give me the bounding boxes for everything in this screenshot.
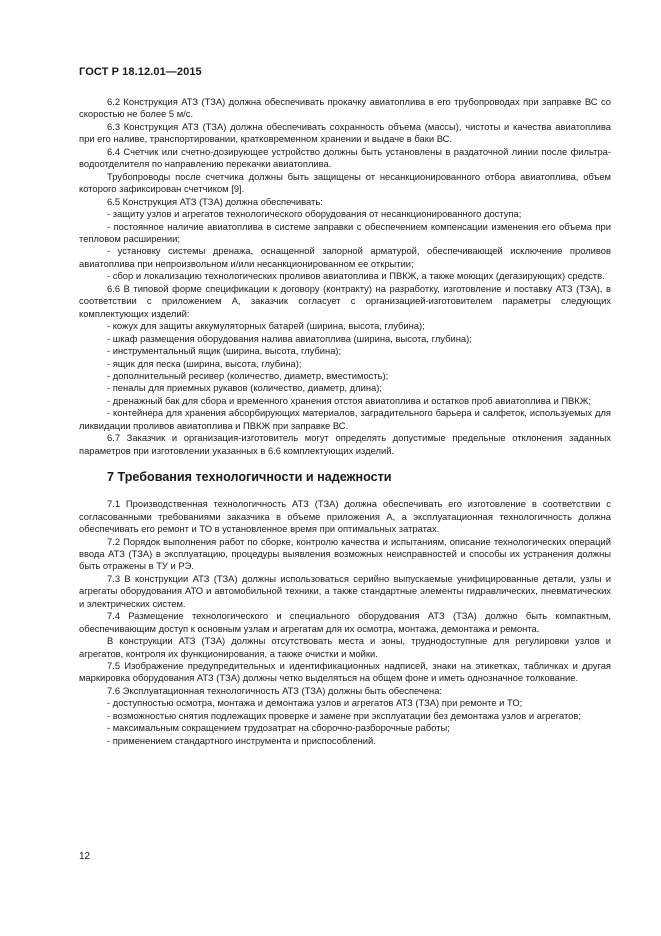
list-item: - пеналы для приемных рукавов (количество, диаметр, длина);	[107, 382, 382, 394]
list-item: - максимальным сокращением трудозатрат на сборочно-разборочные работы;	[107, 722, 450, 734]
paragraph-7-4-cont: В конструкции АТЗ (ТЗА) должны отсутствовать места и зоны, труднодоступные для регулировки узлов и агрегатов, контроля их функционирования, а также очистки и мойки.	[79, 635, 611, 659]
list-item: - шкаф размещения оборудования налива авиатоплива (ширина, высота, глубина);	[107, 332, 472, 344]
list-item: - доступностью осмотра, монтажа и демонтажа узлов и агрегатов АТЗ (ТЗА) при ремонте и ТО;	[107, 697, 523, 709]
page-number: 12	[79, 851, 91, 862]
paragraph-7-4: 7.4 Размещение технологического и специального оборудования АТЗ (ТЗА) должно быть компактным, обеспечивающим доступ к основным узлам и агрегатам для их осмотра, монтажа, демонтажа и ремонта.	[79, 610, 611, 634]
paragraph-6-5: 6.5 Конструкция АТЗ (ТЗА) должна обеспечивать:	[107, 195, 323, 207]
paragraph-6-7: 6.7 Заказчик и организация-изготовитель могут определять допустимые предельные отклонения заданных параметров при изготовлении указанных в 6.6 комплектующих изделий.	[79, 432, 611, 456]
list-item: - инструментальный ящик (ширина, высота, глубина);	[107, 345, 342, 357]
list-item: - установку системы дренажа, оснащенной запорной арматурой, обеспечивающей исключение проливов авиатоплива при непроизвольном и/или несанкционированном ее открытии;	[79, 245, 611, 269]
page-header: ГОСТ Р 18.12.01—2015	[79, 66, 202, 78]
list-item: - постоянное наличие авиатоплива в системе заправки с обеспечением компенсации изменения его объема при тепловом расширении;	[79, 220, 611, 244]
paragraph-6-4: 6.4 Счетчик или счетно-дозирующее устройство должны быть установлены в раздаточной линии после фильтра-водоотделителя по направлению перекачки авиатоплива.	[79, 145, 611, 170]
list-item: - ящик для песка (ширина, высота, глубина);	[107, 357, 302, 369]
page-body	[79, 96, 611, 747]
paragraph-6-2: 6.2 Конструкция АТЗ (ТЗА) должна обеспечивать прокачку авиатоплива в его трубопроводах при заправке ВС со скоростью не более 5 м/с.	[79, 96, 611, 120]
list-item: - защиту узлов и агрегатов технологического оборудования от несанкционированного доступа;	[107, 208, 522, 220]
paragraph-7-2: 7.2 Порядок выполнения работ по сборке, контролю качества и испытаниям, описание технологических операций ввода АТЗ (ТЗА) в эксплуатацию, процедуры выявления возможных неисправностей и способы их устранения должны быть отражены в ТУ и РЭ.	[79, 535, 611, 572]
list-item: - применением стандартного инструмента и приспособлений.	[107, 734, 376, 746]
list-item: - возможностью снятия подлежащих проверке и замене при эксплуатации без демонтажа узлов и агрегатов;	[107, 709, 581, 721]
paragraph-7-6: 7.6 Эксплуатационная технологичность АТЗ (ТЗА) должны быть обеспечена:	[107, 684, 443, 696]
list-item: - дополнительный ресивер (количество, диаметр, вместимость);	[107, 369, 389, 381]
list-item: - контейнера для хранения абсорбирующих материалов, заградительного барьера и салфеток, используемых для ликвидации проливов авиатоплива и ПВКЖ при заправке ВС.	[79, 407, 611, 431]
paragraph-7-5: 7.5 Изображение предупредительных и идентификационных надписей, знаки на этикетках, табличках и другая маркировка оборудования АТЗ (ТЗА) должны четко выделяться на общем фоне и иметь однозначное толкование.	[79, 660, 611, 684]
paragraph-pipelines: Трубопроводы после счетчика должны быть защищены от несанкционированного отбора авиатоплива, объем которого зафиксирован счетчиком [9].	[79, 170, 611, 195]
paragraph-7-3: 7.3 В конструкции АТЗ (ТЗА) должны использоваться серийно выпускаемые унифицированные детали, узлы и агрегаты оборудования АТО и автомобильной техники, а также стандартные элементы гидравлических, пневматических и электрических систем.	[79, 572, 611, 609]
paragraph-7-1: 7.1 Производственная технологичность АТЗ (ТЗА) должна обеспечивать его изготовление в соответствии с согласованными требованиями заказчика в объеме приложения А, а эксплуатационная технологичность должна обеспечивать его ремонт и ТО в установленное время при оптимальных затратах.	[79, 498, 611, 535]
section-7-heading: 7 Требования технологичности и надежности	[107, 470, 392, 485]
list-item: - кожух для защиты аккумуляторных батарей (ширина, высота, глубина);	[107, 320, 425, 332]
list-item: - дренажный бак для сбора и временного хранения отстоя авиатоплива и остатков проб авиатоплива и ПВКЖ;	[107, 394, 592, 406]
paragraph-6-3: 6.3 Конструкция АТЗ (ТЗА) должна обеспечивать сохранность объема (массы), чистоты и качества авиатоплива при его наливе, транспортировании, кратковременном хранении и выдаче в баки ВС.	[79, 120, 611, 145]
paragraph-6-6: 6.6 В типовой форме спецификации к договору (контракту) на разработку, изготовление и поставку АТЗ (ТЗА), в соответствии с приложением А, заказчик согласует с организацией-изготовителем параметры следующих комплектующих изделий:	[79, 282, 611, 319]
list-item: - сбор и локализацию технологических проливов авиатоплива и ПВКЖ, а также моющих (дегазирующих) средств.	[107, 270, 605, 282]
